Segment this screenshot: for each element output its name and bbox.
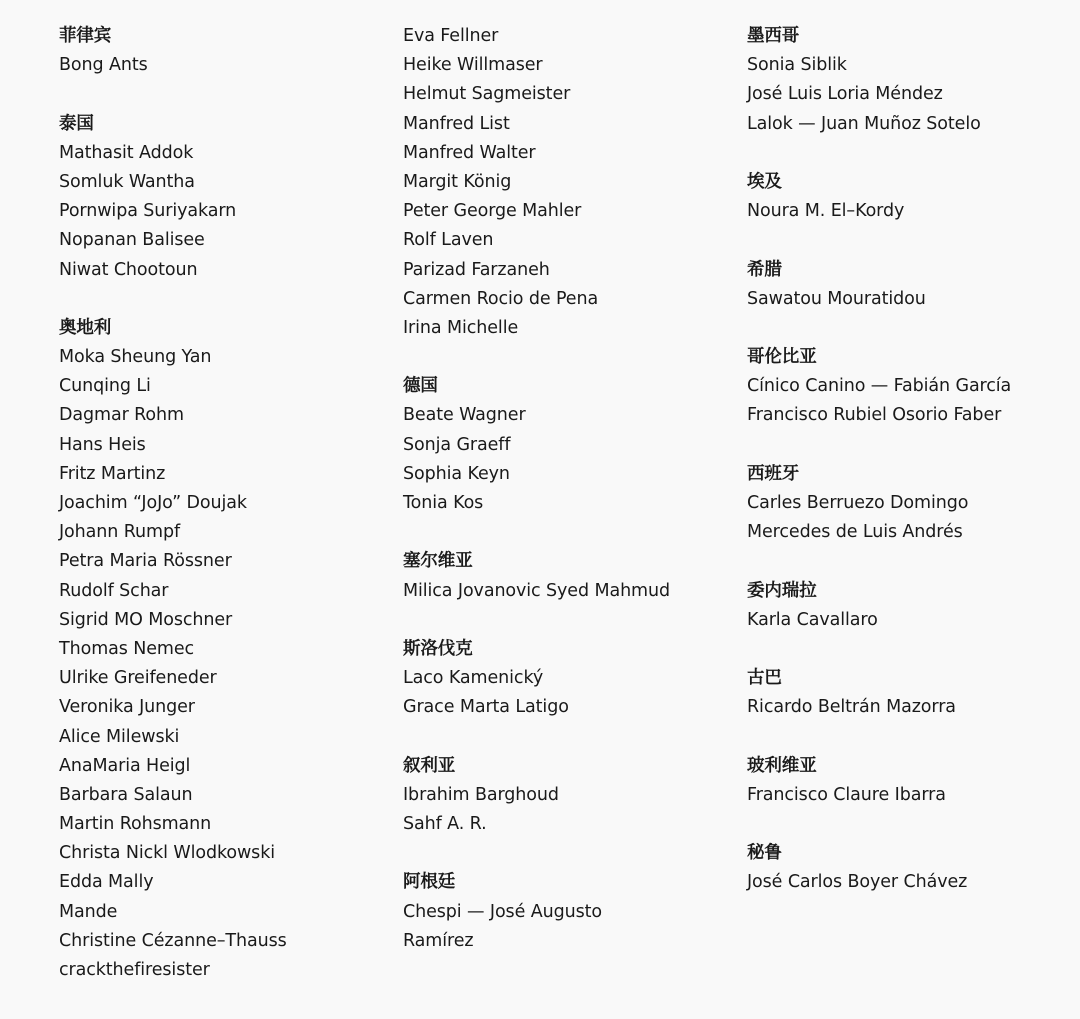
contributor-name: Sigrid MO Moschner xyxy=(59,609,233,630)
contributor-name: José Carlos Boyer Chávez xyxy=(747,872,968,893)
contributor-name: Margit König xyxy=(403,171,512,192)
contributor-name: José Luis Loria Méndez xyxy=(747,84,943,105)
contributor-name: Martin Rohsmann xyxy=(59,814,212,835)
contributor-name: Ibrahim Barghoud xyxy=(403,784,559,805)
country-heading: 叙利亚 xyxy=(403,755,456,776)
contributor-name: Parizad Farzaneh xyxy=(403,259,550,280)
country-heading: 埃及 xyxy=(747,171,782,192)
contributor-name: Lalok — Juan Muñoz Sotelo xyxy=(747,113,981,134)
country-group xyxy=(747,460,1077,548)
country-heading: 菲律宾 xyxy=(59,26,112,46)
country-heading: 秘鲁 xyxy=(747,843,782,864)
country-group xyxy=(403,868,723,956)
contributor-name: Cínico Canino — Fabián García xyxy=(747,376,1012,397)
contributor-name: Christine Cézanne–Thauss xyxy=(59,930,287,951)
country-heading: 德国 xyxy=(403,376,438,397)
contributor-name: AnaMaria Heigl xyxy=(59,755,191,776)
contributor-name: Irina Michelle xyxy=(403,317,519,338)
country-group xyxy=(747,343,1077,431)
contributor-name: Alice Milewski xyxy=(59,726,180,747)
country-heading: 斯洛伐克 xyxy=(403,638,473,659)
country-heading: 哥伦比亚 xyxy=(747,347,817,368)
country-group xyxy=(403,752,723,840)
contributor-name: Ricardo Beltrán Mazorra xyxy=(747,697,956,718)
contributor-name: Mathasit Addok xyxy=(59,142,194,163)
country-group xyxy=(747,752,1077,810)
country-group xyxy=(403,372,723,518)
contributor-name: Eva Fellner xyxy=(403,26,499,46)
contributor-name: Joachim “JoJo” Doujak xyxy=(59,493,247,513)
country-group xyxy=(747,22,1077,139)
contributor-name: Helmut Sagmeister xyxy=(403,84,571,105)
country-heading: 玻利维亚 xyxy=(747,755,817,776)
contributor-name: Fritz Martinz xyxy=(59,463,166,484)
contributor-name: Grace Marta Latigo xyxy=(403,697,569,718)
country-heading: 墨西哥 xyxy=(747,26,800,46)
country-group xyxy=(747,256,1077,314)
contributor-name: Sonia Siblik xyxy=(747,55,847,76)
contributor-name: Petra Maria Rössner xyxy=(59,551,232,572)
contributor-name: Barbara Salaun xyxy=(59,784,193,805)
country-heading: 古巴 xyxy=(747,668,782,689)
contributor-name: Ulrike Greifeneder xyxy=(59,668,217,689)
contributor-name: Christa Nickl Wlodkowski xyxy=(59,843,275,864)
country-heading: 西班牙 xyxy=(747,463,800,484)
contributor-name: Sophia Keyn xyxy=(403,463,510,484)
country-group xyxy=(403,547,723,605)
contributor-name: Hans Heis xyxy=(59,434,146,455)
credits-column-3 xyxy=(747,22,1077,927)
contributor-name: Mande xyxy=(59,901,118,922)
country-heading: 希腊 xyxy=(747,259,782,280)
contributor-name: Johann Rumpf xyxy=(59,522,181,543)
contributor-name: Noura M. El–Kordy xyxy=(747,201,905,222)
contributor-name: Carles Berruezo Domingo xyxy=(747,493,969,513)
country-group xyxy=(59,110,379,285)
country-heading: 奥地利 xyxy=(59,317,112,338)
contributor-name: Edda Mally xyxy=(59,872,154,893)
contributor-name: Peter George Mahler xyxy=(403,201,582,222)
contributor-name: Francisco Claure Ibarra xyxy=(747,784,946,805)
contributor-name: crackthefiresister xyxy=(59,960,210,980)
contributor-name: Manfred Walter xyxy=(403,142,536,163)
contributor-name: Chespi — José Augusto xyxy=(403,901,602,922)
country-group xyxy=(403,22,723,343)
country-heading: 塞尔维亚 xyxy=(403,551,473,572)
contributor-name: Sawatou Mouratidou xyxy=(747,288,926,309)
contributor-name: Tonia Kos xyxy=(403,493,484,513)
contributor-name: Veronika Junger xyxy=(59,697,195,718)
contributor-name: Carmen Rocio de Pena xyxy=(403,288,599,309)
contributor-name: Beate Wagner xyxy=(403,405,526,426)
contributor-name: Nopanan Balisee xyxy=(59,230,205,251)
contributor-name: Somluk Wantha xyxy=(59,171,195,192)
country-heading: 泰国 xyxy=(59,113,94,134)
country-group xyxy=(747,664,1077,722)
contributor-name: Sonja Graeff xyxy=(403,434,511,455)
country-group xyxy=(747,839,1077,897)
contributor-name: Ramírez xyxy=(403,930,474,951)
contributor-name: Mercedes de Luis Andrés xyxy=(747,522,963,543)
country-heading: 阿根廷 xyxy=(403,872,456,893)
contributor-name: Karla Cavallaro xyxy=(747,609,878,630)
contributor-name: Bong Ants xyxy=(59,55,148,76)
contributor-name: Dagmar Rohm xyxy=(59,405,184,426)
credits-column-2 xyxy=(403,22,723,985)
contributor-name: Francisco Rubiel Osorio Faber xyxy=(747,405,1002,426)
contributor-name: Rolf Laven xyxy=(403,230,494,251)
contributor-name: Rudolf Schar xyxy=(59,580,169,601)
country-group xyxy=(747,168,1077,226)
contributor-name: Niwat Chootoun xyxy=(59,259,198,280)
contributor-name: Moka Sheung Yan xyxy=(59,347,212,368)
contributor-name: Cunqing Li xyxy=(59,376,151,397)
country-group xyxy=(59,314,379,985)
contributor-name: Sahf A. R. xyxy=(403,814,487,835)
credits-column-1 xyxy=(59,22,379,1014)
country-group xyxy=(59,22,379,80)
contributor-name: Manfred List xyxy=(403,113,510,134)
contributor-name: Heike Willmaser xyxy=(403,55,543,76)
country-group xyxy=(747,577,1077,635)
contributor-name: Thomas Nemec xyxy=(59,638,195,659)
country-group xyxy=(403,635,723,723)
country-heading: 委内瑞拉 xyxy=(747,580,817,601)
contributor-name: Milica Jovanovic Syed Mahmud xyxy=(403,580,671,601)
contributor-name: Laco Kamenický xyxy=(403,668,544,689)
contributor-name: Pornwipa Suriyakarn xyxy=(59,201,237,222)
